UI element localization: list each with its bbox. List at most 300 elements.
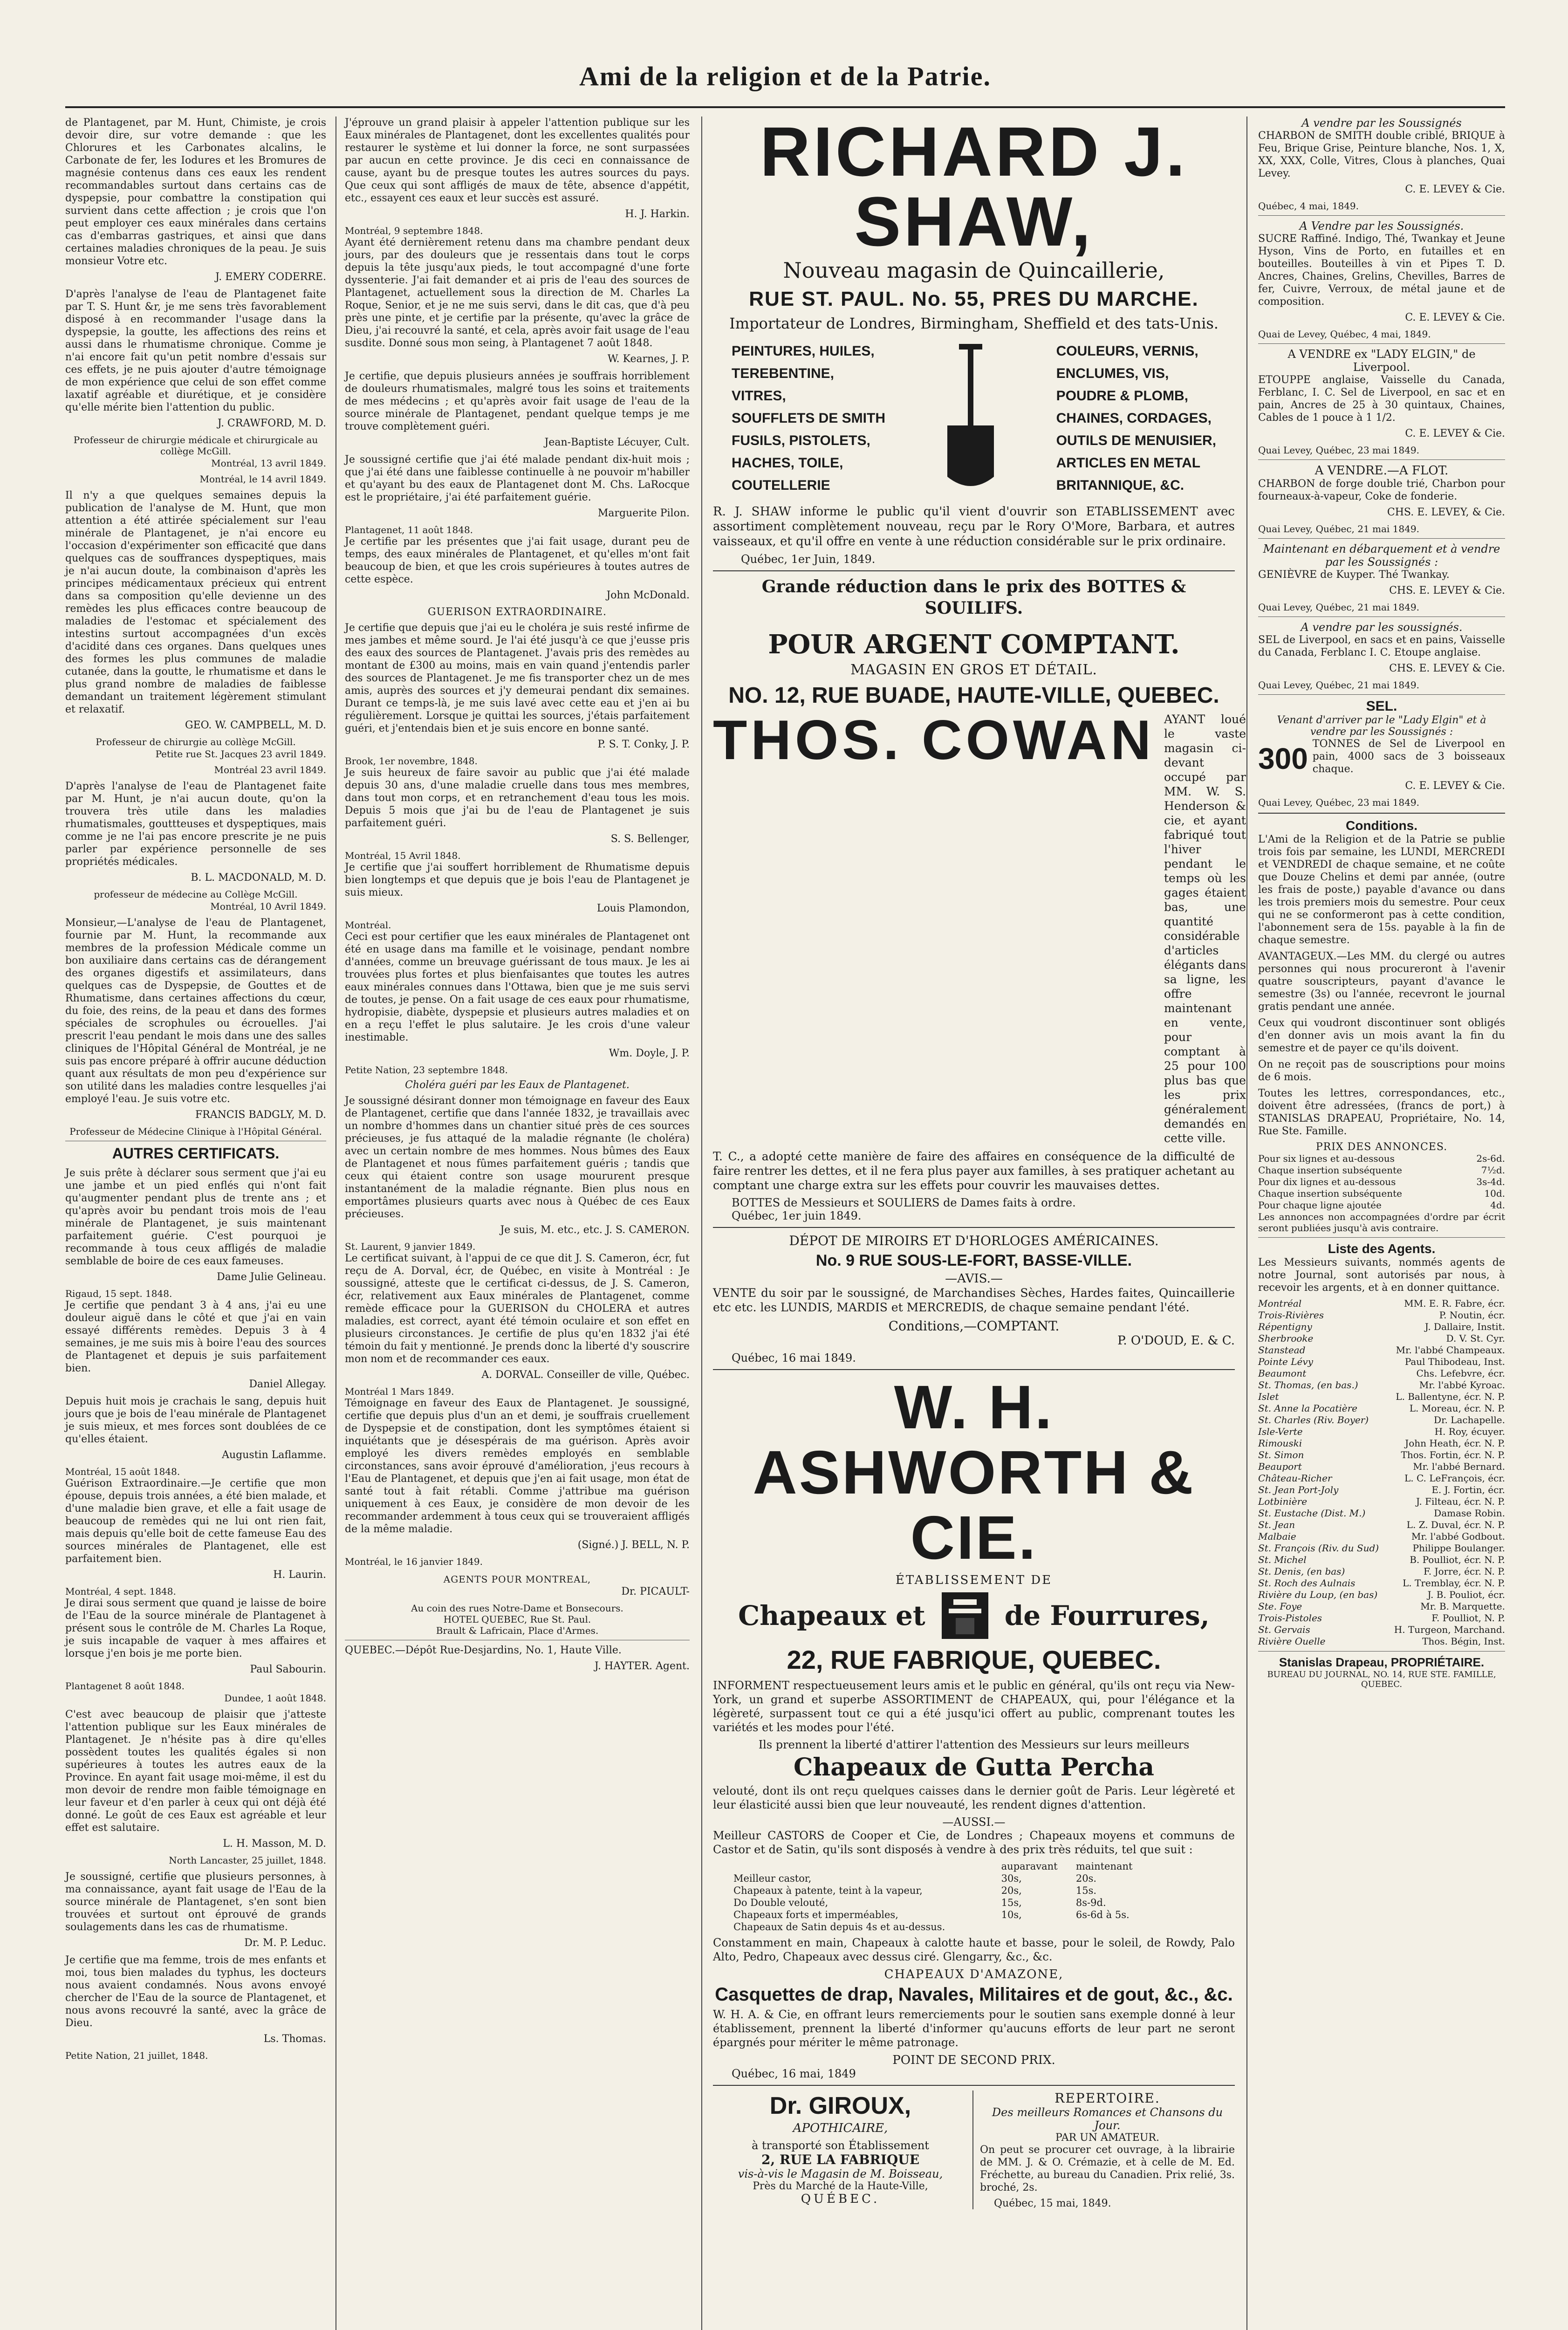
agent-address: Brault & Lafricain, Place d'Armes. (436, 1625, 599, 1636)
agent-place: Stanstead (1258, 1344, 1306, 1356)
ad-signature: CHS. E. LEVEY & Cie. (1389, 663, 1505, 674)
table-cell: 6s-6d à 5s. (1075, 1909, 1130, 1920)
paragraph: Je dirai sous serment que quand je laisse de boire de l'Eau de la source minérale de Plantagenet à présent sous le contrôle de M. Charles La Roque, je suis incapable de vaquer à mes affaires et lorsque j'en bois je me porte bien. (65, 1597, 326, 1659)
list-item (1258, 1356, 1505, 1368)
ad-heading: A vendre par les soussignés. (1301, 621, 1463, 634)
divider (1258, 343, 1505, 344)
agent-place: Sherbrooke (1258, 1333, 1314, 1344)
agent-person: J. B. Pouliot, écr. (1427, 1589, 1505, 1600)
signature: FRANCIS BADGLY, M. D. (195, 1109, 326, 1121)
giroux-city: QUÉBEC. (801, 2192, 880, 2206)
cowan-bottes: BOTTES de Messieurs et SOULIERS de Dames faits à ordre. (732, 1196, 1076, 1209)
divider (1258, 459, 1505, 460)
conditions-heading: Conditions. (1346, 818, 1417, 833)
list-item (1258, 1531, 1505, 1542)
list-item (1258, 1636, 1505, 1647)
agent-place: Beaumont (1258, 1368, 1307, 1379)
agent-place: St. Gervais (1258, 1624, 1310, 1635)
agent-place: St. Simon (1258, 1449, 1304, 1460)
cowan-body: AYANT loué le vaste magasin ci-devant occupé par MM. W. S. Henderson & cie, et ayant fabriqué tout l'hiver pendant le temps où les gages étaient bas, une quantité considérable d'articles élégants dans sa ligne, les offre maintenant en vente, pour comptant à 25 pour 100 plus bas que les prix généralement demandés en cette ville. (1164, 713, 1246, 1145)
ad-body: ETOUPPE anglaise, Vaisselle du Canada, Ferblanc, I. C. Sel de Liverpool, en sac et en pain, Ancres de 25 à 30 quintaux, Chaines, Cables de 1 pouce à 1 1/2. (1258, 374, 1505, 424)
agent-person: Mr. l'abbé Godbout. (1411, 1531, 1505, 1542)
list-item (1258, 1461, 1505, 1473)
sel-heading: SEL. (1366, 699, 1397, 714)
list-item (1258, 1612, 1505, 1624)
agent-person: L. Z. Duval, écr. N. P. (1406, 1519, 1505, 1530)
repertoire-author: PAR UN AMATEUR. (1055, 2132, 1159, 2144)
ad-signature: CHS. E. LEVEY, & Cie. (1387, 507, 1505, 518)
avis-date: Québec, 16 mai 1849. (732, 1351, 856, 1364)
divider (1258, 215, 1505, 216)
table-header-cell (732, 1860, 1000, 1872)
list-item (1258, 1165, 1505, 1176)
signature: John McDonald. (606, 589, 690, 601)
bottom-ads (713, 2090, 1235, 2209)
prix-heading: PRIX DES ANNONCES. (1315, 1141, 1448, 1153)
ashworth-body: INFORMENT respectueusement leurs amis et le public en général, qu'ils ont reçu via New-York, un grand et superbe ASSORTIMENT de CHAPEAUX, qui, pour l'élégance et la légèreté, surpassent tout ce qui a été jusqu'ici offert au public, comprenant toutes les variétés et les modes pour l'été. (713, 1679, 1235, 1734)
repertoire-date: Québec, 15 mai, 1849. (994, 2198, 1111, 2209)
ad-heading: Maintenant en débarquement et à vendre par les Soussignés : (1263, 542, 1500, 569)
sel-body: TONNES de Sel de Liverpool en pain, 4000 sacs de 3 boisseaux chaque. (1312, 738, 1505, 775)
goods-item: ARTICLES EN METAL (1056, 455, 1201, 471)
gutta-heading: Chapeaux de Gutta Percha (794, 1753, 1154, 1782)
paragraph: de Plantagenet, par M. Hunt, Chimiste, je crois devoir dire, sur votre demande : que les Chlorures et les Carbonates alcalins, le Carbonate de fer, les Iodures et les Bromures de magnésie contenus dans ces eaux les rendent recommandables surtout dans certains cas de dyspepsie, pour combattre la constipation qui survient dans cette affection ; je crois que l'on peut employer ces eaux minérales dans certains cas d'embarras gastriques, et ainsi que dans certaines maladies chroniques de la peau. Je suis monsieur Votre etc. (65, 117, 326, 267)
casquettes-heading: Casquettes de drap, Navales, Militaires et de gout, &c., &c. (715, 1984, 1233, 2005)
paragraph: Il n'y a que quelques semaines depuis la publication de l'analyse de M. Hunt, que mon attention a été attirée spécialement sur l'eau minérale de Plantagenet, je n'ai encore eu l'occasion d'expérimenter son efficacité que dans quelques cas de souffrances dyspeptiques, mais je n'ai aucun doute, la combinaison d'après les principes médicamentaux précieux qui entrent dans sa composition qu'elle devienne un des remèdes les plus efficaces contre beaucoup de maladies de l'estomac et spécialement des intestins surtout accompagnées d'un excès d'acidité dans ces organes. Dans quelques unes des formes les plus communes de maladie cutanée, dans la goutte, le rhumatisme et dans le plus grand nombre de maladies de faiblesse demandant un traitement légèrement stimulant et relaxatif. (65, 490, 326, 715)
agent-place: Rivière du Loup, (en bas) (1258, 1589, 1378, 1600)
list-item (1258, 1496, 1505, 1508)
paragraph: D'après l'analyse de l'eau de Plantagenet faite par T. S. Hunt &r, je me sens très favorablement disposé à en recommander l'usage dans la dyspepsie, la goutte, les affections des reins et aussi dans le rhumatisme chronique. Comme je n'ai encore fait qu'un petit nombre d'essais sur ces effets, je ne puis ajouter d'autre témoignage de mon expérience que celui de son effet comme laxatif agréable et diurétique, et je considère qu'elle mérite bien l'attention du public. (65, 288, 326, 413)
list-item (1258, 1379, 1505, 1391)
repertoire-sub: Des meilleurs Romances et Chansons du Jour. (992, 2106, 1223, 2132)
list-item (1258, 1484, 1505, 1496)
list-item (1258, 1391, 1505, 1403)
column-4 (1258, 116, 1505, 2330)
magasin-line: MAGASIN EN GROS ET DÉTAIL. (850, 662, 1097, 678)
list-item (1258, 1566, 1505, 1577)
table-cell: 15s. (1075, 1885, 1097, 1896)
shaw-date: Québec, 1er Juin, 1849. (741, 553, 876, 566)
conditions-text: AVANTAGEUX.—Les MM. du clergé ou autres personnes qui nous procureront à l'avenir quatre souscripteurs, payant d'avance le semestre (3s) ou l'année, recevront le journal gratis pendant une année. (1258, 951, 1505, 1013)
agent-place: St. Jean Port-Joly (1258, 1484, 1339, 1495)
agent-place: Ste. Foye (1258, 1601, 1302, 1612)
ad-date: Quai Levey, Québec, 21 mai 1849. (1258, 679, 1419, 691)
date-line: Montréal. (345, 919, 391, 931)
table-row (732, 1921, 1149, 1933)
agent-person: L. Tremblay, écr. N. P. (1403, 1577, 1505, 1589)
table-row (732, 1897, 1149, 1909)
signature: Augustin Laflamme. (222, 1449, 326, 1461)
signature: S. S. Bellenger, (610, 833, 690, 845)
shaw-subheading: Nouveau magasin de Quincaillerie, (783, 258, 1165, 283)
paragraph: Ayant été dernièrement retenu dans ma chambre pendant deux jours, par des douleurs que je ressentais dans tout le corps depuis la tête jusqu'aux pieds, le tout accompagné d'une forte dyssenterie. J'ai fait demander et ai pris de l'eau des sources de Plantagenet, actuellement sous la direction de M. Charles La Roque, Senior, et je ne me suis servi, dans le dit cas, que d'à peu près une pinte, et je certifie par la présente, qu'avec la grâce de Dieu, j'ai recouvré la santé, et cela, après avoir fait usage de l'eau susdite. Donné sous mon seing, à Plantagenet 7 août 1848. (345, 237, 690, 349)
agents-list (1258, 1298, 1505, 1647)
shaw-body: R. J. SHAW informe le public qu'il vient d'ouvrir son ETABLISSEMENT avec assortiment complètement nouveau, reçu par le Rory O'More, Barbara, et autres vaisseaux, et qu'il offre en vente à une réduction considérable sur le prix ordinaire. (713, 505, 1235, 548)
agent-name: Dr. PICAULT- (621, 1586, 690, 1597)
signature: Dr. M. P. Leduc. (244, 1937, 326, 1949)
signature: Marguerite Pilon. (597, 507, 690, 519)
date-line: Montréal, le 14 avril 1849. (199, 473, 326, 485)
agent-person: E. J. Fortin, écr. (1431, 1484, 1505, 1495)
sel-block (1258, 738, 1505, 779)
paragraph: Je certifie, que depuis plusieurs années je souffrais horriblement de douleurs rhumatismales, malgré tous les soins et traitements de mes médecins ; et qu'après avoir fait usage de l'eau de la source minérale de Plantagenet, pendant quelque temps je me trouve complètement guéri. (345, 370, 690, 432)
section-heading: AUTRES CERTIFICATS. (112, 1145, 280, 1162)
goods-item: ENCLUMES, VIS, (1056, 366, 1169, 381)
ad-date: Quai de Levey, Québec, 4 mai, 1849. (1258, 329, 1431, 340)
signature: Dame Julie Gelineau. (217, 1271, 326, 1283)
date-line: Rigaud, 15 sept. 1848. (65, 1288, 172, 1299)
agent-place: St. Denis, (en bas) (1258, 1566, 1345, 1577)
paragraph: Je soussigné certifie que j'ai été malade pendant dix-huit mois ; que j'ai été dans une faiblesse continuelle à ne pouvoir m'habiller et qu'ayant bu des eaux de Plantagenet dont M. Chs. LaRocque est le propriétaire, j'ai été parfaitement guérie. (345, 454, 690, 503)
agent-place: St. Thomas, (en bas.) (1258, 1379, 1358, 1391)
prix-label: Chaque insertion subséquente (1258, 1165, 1402, 1176)
agents-intro: Les Messieurs suivants, nommés agents de notre Journal, sont autorisés par nous, à recevoir les argents, et à en donner quittance. (1258, 1257, 1505, 1294)
table-cell: Chapeaux à patente, teint à la vapeur, (733, 1885, 923, 1896)
signature: J. EMERY CODERRE. (215, 271, 326, 283)
depot-heading: DÉPOT DE MIROIRS ET D'HORLOGES AMÉRICAINES. (789, 1233, 1159, 1248)
section-heading: GUERISON EXTRAORDINAIRE. (427, 606, 607, 618)
agent-place: St. Roch des Aulnais (1258, 1577, 1356, 1589)
column-3 (713, 112, 1246, 2330)
paragraph: Je soussigné désirant donner mon témoignage en faveur des Eaux de Plantagenet, certifie que dans l'année 1832, je travaillais avec un nombre d'hommes dans un chantier situé près de ces sources précieuses, je fus attaqué de la maladie régnante (le choléra) avec un certain nombre de mes hommes. Nous bûmes des Eaux de Plantagenet et nous fûmes parfaitement guéris ; tandis que ceux qui étaient contre son usage moururent presque instantanément de la maladie régnante. Bien plus nous en emportâmes plusieurs quarts avec nous à Québec de ces Eaux précieuses. (345, 1095, 690, 1220)
paragraph: Je certifie par les présentes que j'ai fait usage, durant peu de temps, des eaux minérales de Plantagenet, et qu'elles m'ont fait beaucoup de bien, et que les crois supérieures à toutes autres de cette espèce. (345, 536, 690, 585)
list-item (1258, 1333, 1505, 1344)
list-item (1258, 1153, 1505, 1165)
second-prix: POINT DE SECOND PRIX. (892, 2053, 1055, 2067)
list-item (1258, 1298, 1505, 1309)
date-line: Montréal, 10 Avril 1849. (210, 901, 326, 912)
table-row (732, 1872, 1149, 1885)
goods-list-left (732, 340, 885, 497)
list-item (1258, 1508, 1505, 1519)
repertoire-ad (973, 2090, 1235, 2209)
table-cell: 20s, (1001, 1885, 1022, 1896)
divider (713, 1227, 1235, 1228)
paragraph: Monsieur,—L'analyse de l'eau de Plantagenet, fournie par M. Hunt, la recommande aux membres de la profession Médicale comme un bon auxiliaire dans certains cas de dérangement des organes digestifs et assimilateurs, dans quelques cas de Dyspepsie, de Gouttes et de Rhumatisme, dans certaines affections du cœur, du foie, des reins, de la peau et dans des formes spéciales de scrophules ou écrouelles. J'ai prescrit l'eau pendant le mois dans une des salles cliniques de l'Hôpital Général de Montréal, je ne suis pas encore préparé à offrir aucune déduction quant aux résultats de mon peu d'expérience sur son utilité dans les maladies contre lesquelles j'ai employé l'eau. Je suis votre etc. (65, 917, 326, 1105)
ad-heading: A VENDRE ex "LADY ELGIN," de Liverpool. (1287, 348, 1476, 374)
prix-label: Chaque insertion subséquente (1258, 1188, 1402, 1199)
date-line: Montréal, le 16 janvier 1849. (345, 1556, 483, 1567)
paragraph: Je suis prête à déclarer sous serment que j'ai eu une jambe et un pied enflés qui n'ont fait qu'augmenter pendant plus de trente ans ; et qu'après avoir bu pendant trois mois de l'eau minérale de Plantagenet, je suis maintenant parfaitement guérie. C'est pourquoi je recommande à tous ceux affligés de maladie semblable de boire de ces eaux fameuses. (65, 1167, 326, 1267)
date-line: Plantagenet 8 août 1848. (65, 1680, 185, 1692)
table-cell: 15s, (1001, 1897, 1022, 1908)
list-item (1258, 1589, 1505, 1601)
ad-heading: A Vendre par les Soussignés. (1299, 219, 1464, 233)
date-line: Montréal, 13 avril 1849. (211, 458, 326, 469)
list-item (1258, 1403, 1505, 1414)
agent-person: D. V. St. Cyr. (1446, 1333, 1505, 1344)
prix-note: Les annonces non accompagnées d'ordre par écrit seront publiées jusqu'à avis contraire. (1258, 1211, 1505, 1234)
list-item (1258, 1188, 1505, 1199)
agent-person: Paul Thibodeau, Inst. (1404, 1356, 1505, 1367)
agent-place: Lotbinière (1258, 1496, 1308, 1507)
goods-item: FUSILS, PISTOLETS, (732, 433, 870, 448)
divider (1258, 538, 1505, 539)
prix-list (1258, 1153, 1505, 1211)
table-cell: 8s-9d. (1075, 1897, 1106, 1908)
agent-person: F. Jorre, écr. N. P. (1423, 1566, 1505, 1577)
agent-person: Mr. B. Marquette. (1420, 1601, 1505, 1612)
depot-line: QUEBEC.—Dépôt Rue-Desjardins, No. 1, Haute Ville. (345, 1645, 622, 1656)
divider (713, 570, 1235, 571)
divider (1258, 813, 1505, 814)
list-item (1258, 1344, 1505, 1356)
list-item (1258, 1473, 1505, 1484)
agent-place: Trois-Rivières (1258, 1309, 1324, 1321)
ashworth-etablissement: ÉTABLISSEMENT DE (895, 1573, 1053, 1587)
paragraph: Je certifie que depuis que j'ai eu le choléra je suis resté infirme de mes jambes et même sourd. Je l'ai été jusqu'à ce que j'eusse pris des eaux des sources de Plantagenet. J'avais pris des remèdes au montant de £300 au moins, mais en vain quand j'entendis parler des sources de Plantagenet. Je me fis transporter chez un de mes amis, auprès des sources et j'y demeurai pendant dix semaines. Durant ce temps-là, je me suis lavé avec cette eau et j'en ai bu régulièrement. Lorsque je quittai les sources, j'étais parfaitement guéri, et j'entendais bien et je suis encore en bonne santé. (345, 622, 690, 734)
ad-body: SUCRE Raffiné. Indigo, Thé, Twankay et Jeune Hyson, Vins de Porto, en futailles et en bouteilles. Bouteilles à vin et Pipes T. D. Ancres, Chaines, Grelins, Chevilles, Barres de fer, Cuivre, Verroux, de métal jaune et de composition. (1258, 233, 1505, 308)
signature: Jean-Baptiste Lécuyer, Cult. (544, 437, 690, 448)
agent-place: St. François (Riv. du Sud) (1258, 1542, 1379, 1554)
divider (1258, 1651, 1505, 1652)
pour-argent-heading: POUR ARGENT COMPTANT. (768, 629, 1180, 660)
fur-emblem-icon (939, 1590, 991, 1641)
list-item (1258, 1577, 1505, 1589)
avis-signature: P. O'DOUD, E. & C. (1117, 1334, 1235, 1348)
signature: GEO. W. CAMPBELL, M. D. (185, 720, 326, 731)
goods-item: BRITANNIQUE, &C. (1056, 478, 1185, 493)
agent-address: HOTEL QUEBEC, Rue St. Paul. (443, 1614, 591, 1625)
goods-item: COULEURS, VERNIS, (1056, 343, 1198, 359)
ad-heading: A VENDRE.—A FLOT. (1315, 464, 1449, 478)
prix-value: 7½d. (1481, 1165, 1505, 1176)
giroux-address: 2, RUE LA FABRIQUE (761, 2152, 920, 2167)
table-header-cell: maintenant (1075, 1861, 1133, 1872)
goods-item: CHAINES, CORDAGES, (1056, 411, 1212, 426)
masthead-rule (65, 106, 1505, 108)
chapeaux-label: Chapeaux et (738, 1600, 925, 1631)
signature: Ls. Thomas. (263, 2033, 326, 2045)
date-line: Montréal, 15 août 1848. (65, 1466, 180, 1477)
title-line: professeur de médecine au Collège McGill. (94, 889, 298, 900)
ad-body: GENIÈVRE de Kuyper. Thé Twankay. (1258, 569, 1450, 581)
ad-body: CHARBON de SMITH double criblé, BRIQUE à Feu, Brique Grise, Peinture blanche, Nos. 1, X, XX, XXX, Colle, Vitres, Clous à planches, Quai Levey. (1258, 130, 1505, 179)
date-line: Montréal 1 Mars 1849. (345, 1386, 454, 1397)
table-cell: 20s. (1075, 1873, 1097, 1884)
agents-heading: Liste des Agents. (1328, 1241, 1436, 1256)
agent-place: Beauport (1258, 1461, 1302, 1472)
paragraph: D'après l'analyse de l'eau de Plantagenet faite par M. Hunt, je n'ai aucun doute, qu'on la trouvera très utile dans les maladies rhumatismales, gouttteuses et dyspeptiques, mais comme je ne l'ai pas encore prescrite je ne puis parler par expérience personnelle de ses propriétés médicales. (65, 781, 326, 868)
agent-person: P. Noutin, écr. (1439, 1309, 1505, 1321)
cowan-body-2: T. C., a adopté cette manière de faire des affaires en conséquence de la difficulté de faire rentrer les dettes, et il ne fera plus payer aux familles, à ses pratiquer achetant au comptant une charge extra sur les effets pour couvrir les mauvaises dettes. (713, 1150, 1235, 1192)
list-item (1258, 1624, 1505, 1636)
ad-signature: C. E. LEVEY & Cie. (1405, 428, 1505, 439)
goods-item: TEREBENTINE, (732, 366, 835, 381)
signature: Paul Sabourin. (250, 1664, 326, 1675)
signature: L. H. Masson, M. D. (223, 1838, 326, 1850)
paragraph: J'éprouve un grand plaisir à appeler l'attention publique sur les Eaux minérales de Plantagenet, dont les excellentes qualités pour restaurer le système et lui donner la force, ne sont surpassées par aucun en cette province. Je dis ceci en connaissance de cause, ayant bu de presque toutes les autres sources du pays. Que ceux qui sont affligés de maux de tête, absence d'appétit, etc., essayent ces eaux et leur succès est assuré. (345, 117, 690, 204)
date-line: Dundee, 1 août 1848. (224, 1693, 326, 1704)
aussi-heading: —AUSSI.— (942, 1816, 1006, 1829)
ad-body: SEL de Liverpool, en sacs et en pains, Vaisselle du Canada, Ferblanc I. C. Etoupe anglaise. (1258, 634, 1505, 658)
fourrures-label: de Fourrures, (1004, 1600, 1210, 1631)
divider (713, 1369, 1235, 1370)
goods-item: OUTILS DE MENUISIER, (1056, 433, 1216, 448)
table-cell (1074, 1921, 1149, 1933)
list-item (1258, 1426, 1505, 1438)
avis-body: VENTE du soir par le soussigné, de Marchandises Sèches, Hardes faites, Quincaillerie etc etc. les LUNDIS, MARDIS et MERCREDIS, de chaque semaine pendant l'été. (713, 1286, 1235, 1314)
prix-label: Pour chaque ligne ajoutée (1258, 1199, 1382, 1211)
agent-person: Chs. Lefebvre, écr. (1416, 1368, 1505, 1379)
agent-person: Thos. Bégin, Inst. (1422, 1636, 1505, 1647)
signature: Daniel Allegay. (249, 1378, 326, 1390)
giroux-title: APOTHICAIRE, (793, 2121, 888, 2135)
signature: (Signé.) J. BELL, N. P. (577, 1539, 690, 1551)
goods-item: POUDRE & PLOMB, (1056, 388, 1188, 404)
avis-conditions: Conditions,—COMPTANT. (888, 1318, 1060, 1334)
agent-person: Damase Robin. (1434, 1508, 1505, 1519)
chapeaux-line (713, 1590, 1235, 1641)
agent-person: F. Poulliot, N. P. (1431, 1612, 1505, 1624)
ad-date: Quai Levey, Québec, 23 mai 1849. (1258, 445, 1419, 456)
title-line: Professeur de chirurgie médicale et chirurgicale au collège McGill. (73, 434, 318, 457)
sel-quantity: 300 (1258, 741, 1308, 775)
signature: W. Kearnes, J. P. (607, 353, 690, 365)
column-1 (65, 116, 326, 2330)
list-item (1258, 1368, 1505, 1379)
ad-signature: C. E. LEVEY & Cie. (1405, 184, 1505, 195)
giroux-heading: Dr. GIROUX, (769, 2092, 911, 2119)
ad-heading: A vendre par les Soussignés (1301, 116, 1462, 130)
column-rule (1246, 116, 1247, 2330)
paragraph: C'est avec beaucoup de plaisir que j'atteste l'attention publique sur les Eaux minérales de Plantagenet. Je n'hésite pas à dire qu'elles possèdent toutes les qualités égales si non supérieures à toutes les autres eaux de la Province. En ayant fait usage moi-même, il est du mon devoir de rendre mon faible témoignage en leur faveur et d'en parler à ceux qui ont déjà été donné. Le goût de ces Eaux est agréable et leur effet est salutaire. (65, 1709, 326, 1834)
prix-value: 10d. (1484, 1188, 1505, 1199)
agent-person: L. Ballentyne, écr. N. P. (1396, 1391, 1505, 1402)
list-item (1258, 1414, 1505, 1426)
date-line: Petite Nation, 23 septembre 1848. (345, 1064, 508, 1076)
depot-address: No. 9 RUE SOUS-LE-FORT, BASSE-VILLE. (815, 1252, 1132, 1269)
agent-place: Montréal (1258, 1298, 1302, 1309)
column-rule (701, 116, 702, 2330)
list-item (1258, 1519, 1505, 1531)
giroux-line: vis-à-vis le Magasin de M. Boisseau, (738, 2167, 943, 2180)
column-2 (345, 116, 690, 2330)
ad-date: Quai Levey, Québec, 21 mai 1849. (1258, 602, 1419, 613)
agent-person: J. Dallaire, Instit. (1424, 1321, 1505, 1332)
gutta-body: velouté, dont ils ont reçu quelques caisses dans le dernier goût de Paris. Leur légèreté et leur élasticité aussi bien que leur nouveauté, les rendent dignes d'attention. (713, 1784, 1235, 1811)
signature: Je suis, M. etc., etc. J. S. CAMERON. (500, 1224, 690, 1236)
table-header-cell: auparavant (1001, 1861, 1058, 1872)
newspaper-page (65, 42, 1505, 2330)
proprietor: Stanislas Drapeau, PROPRIÉTAIRE. (1279, 1655, 1485, 1669)
date-line: Brook, 1er novembre, 1848. (345, 755, 478, 767)
ad-signature: CHS. E. LEVEY & Cie. (1389, 585, 1505, 596)
goods-list-right (1056, 340, 1216, 497)
date-line: Montréal 23 avril 1849. (214, 764, 326, 775)
agent-person: L. C. LeFrançois, écr. (1404, 1473, 1505, 1484)
title-line: Professeur de chirurgie au collège McGill. (96, 736, 296, 747)
ashworth-body-4: W. H. A. & Cie, en offrant leurs remerciements pour le soutien sans exemple donné à leur établissement, prennent la liberté d'informer qu'aucuns efforts de leur part ne seront épargnés pour mériter le même patronage. (713, 2008, 1235, 2049)
prix-value: 3s-4d. (1476, 1176, 1505, 1187)
signature: A. DORVAL. Conseiller de ville, Québec. (481, 1369, 690, 1381)
list-item (1258, 1554, 1505, 1566)
agent-place: St. Eustache (Dist. M.) (1258, 1508, 1366, 1519)
list-item (1258, 1321, 1505, 1333)
list-item (1258, 1199, 1505, 1211)
amazone-heading: CHAPEAUX D'AMAZONE, (884, 1967, 1064, 1981)
agent-place: Rimouski (1258, 1438, 1302, 1449)
cowan-address: NO. 12, RUE BUADE, HAUTE-VILLE, QUEBEC. (728, 683, 1219, 708)
giroux-line: Près du Marché de la Haute-Ville, (753, 2180, 928, 2192)
paragraph: Je certifie que pendant 3 à 4 ans, j'ai eu une douleur aiguë dans le côté et que j'ai en vain essayé différents remèdes. Depuis 3 à 4 semaines, je me suis mis à boire l'eau des sources de Plantagenet et depuis je suis parfaitement bien. (65, 1300, 326, 1374)
paragraph: Le certificat suivant, à l'appui de ce que dit J. S. Cameron, écr, fut reçu de A. Dorval, écr, de Québec, en visite à Montréal : Je soussigné, atteste que le certificat ci-dessus, de J. S. Cameron, écr, relativement aux Eaux minérales de Plantagenet, comme remède efficace pour la GUERISON du CHOLERA et autres maladies, est correct, ayant été témoin oculaire et son effet en plusieurs circonstances. Je certifie de plus qu'en 1832 j'ai été témoin du fait y mentionné. Je prends donc la liberté d'y souscrire mon nom et de recommander ces eaux. (345, 1253, 690, 1365)
agent-place: St. Charles (Riv. Boyer) (1258, 1414, 1369, 1425)
repertoire-body: On peut se procurer cet ouvrage, à la librairie de MM. J. & O. Crémazie, et à celle de M. Ed. Fréchette, au bureau du Canadien. Prix relié, 3s. broché, 2s. (980, 2144, 1235, 2193)
agent-person: Thos. Fortin, écr. N. P. (1401, 1449, 1505, 1460)
agent-place: Château-Richer (1258, 1473, 1332, 1484)
signature: H. Laurin. (273, 1569, 326, 1581)
goods-item: HACHES, TOILE, (732, 455, 843, 471)
ashworth-body-3: Constamment en main, Chapeaux à calotte haute et basse, pour le soleil, de Rowdy, Palo Alto, Pedro, Chapeaux avec dessus ciré. Glengarry, &c., &c. (713, 1936, 1235, 1963)
signature: Wm. Doyle, J. P. (609, 1048, 690, 1059)
agents-heading: AGENTS POUR MONTREAL, (443, 1574, 591, 1585)
ad-date: Quai Levey, Québec, 21 mai 1849. (1258, 523, 1419, 535)
agent-person: John Heath, écr. N. P. (1405, 1438, 1505, 1449)
shovel-icon (933, 342, 1008, 495)
agent-person: Mr. l'abbé Bernard. (1413, 1461, 1505, 1472)
agent-person: H. Roy, écuyer. (1434, 1426, 1505, 1437)
goods-item: PEINTURES, HUILES, (732, 343, 875, 359)
table-header-row (732, 1860, 1149, 1872)
divider (713, 2085, 1235, 2086)
agent-person: Dr. Lachapelle. (1434, 1414, 1505, 1425)
shaw-importer: Importateur de Londres, Birmingham, Sheffield et des tats-Unis. (729, 315, 1219, 332)
repertoire-heading: REPERTOIRE. (1054, 2090, 1160, 2106)
list-item (1258, 1176, 1505, 1188)
cowan-block (713, 709, 1246, 1149)
conditions-text: Ceux qui voudront discontinuer sont obligés d'en donner avis un mois avant la fin du semestre et de payer ce qu'ils doivent. (1258, 1017, 1505, 1054)
paragraph: Je suis heureux de faire savoir au public que j'ai été malade depuis 30 ans, d'une maladie cruelle dans tous mes membres, dans tout mon corps, et en retranchement d'eau tous les mois. Depuis 5 mois que j'ai bu de l'eau de Plantagenet je suis parfaitement guéri. (345, 767, 690, 829)
shaw-address: RUE ST. PAUL. No. 55, PRES DU MARCHE. (749, 288, 1199, 310)
conditions-text: Toutes les lettres, correspondances, etc., doivent être adressées, (francs de port,) à STANISLAS DRAPEAU, Propriétaire, No. 14, Rue Ste. Famille. (1258, 1088, 1505, 1137)
agent-person: Mr. l'abbé Champeaux. (1396, 1344, 1505, 1356)
goods-item: SOUFFLETS DE SMITH (732, 411, 885, 426)
conditions-text: L'Ami de la Religion et de la Patrie se publie trois fois par semaine, les LUNDI, MERCREDI et VENDREDI de chaque semaine, et ne coûte que Douze Chelins et demi par année, (outre les frais de poste,) payable d'avance ou dans les trois premiers mois du semestre. Pour ceux qui ne se conformeront pas à cette condition, l'abonnement sera de 15s. payable à la fin de chaque semestre. (1258, 834, 1505, 946)
section-heading: Choléra guéri par les Eaux de Plantagenet. (405, 1079, 630, 1091)
shaw-goods (732, 340, 1216, 497)
goods-item: COUTELLERIE (732, 478, 830, 493)
ashworth-body-2: Ils prennent la liberté d'attirer l'attention des Messieurs sur leurs meilleurs (758, 1738, 1190, 1751)
table-row (732, 1885, 1149, 1897)
list-item (1258, 1309, 1505, 1321)
castors-body: Meilleur CASTORS de Cooper et Cie, de Londres ; Chapeaux moyens et communs de Castor et de Satin, qu'ils sont disposés à vendre à des prix très réduits, tel que suit : (713, 1829, 1235, 1856)
agent-place: Pointe Lévy (1258, 1356, 1313, 1367)
cowan-heading: THOS. COWAN (713, 709, 1155, 771)
prix-label: Pour six lignes et au-dessous (1258, 1153, 1395, 1164)
agent-person: B. Poulliot, écr. N. P. (1410, 1554, 1505, 1565)
agent-place: Isle-Verte (1258, 1426, 1303, 1437)
list-item (1258, 1542, 1505, 1554)
prix-label: Pour dix lignes et au-dessous (1258, 1176, 1396, 1187)
signature: P. S. T. Conky, J. P. (597, 739, 690, 750)
giroux-ad (713, 2090, 973, 2209)
signature: H. J. Harkin. (625, 208, 690, 220)
date-line: North Lancaster, 25 juillet, 1848. (169, 1855, 326, 1866)
table-row (732, 1909, 1149, 1921)
table-cell: 30s, (1001, 1873, 1022, 1884)
list-item (1258, 1601, 1505, 1612)
agent-place: Rivière Ouelle (1258, 1636, 1326, 1647)
agent-place: Répentigny (1258, 1321, 1312, 1332)
ad-body: CHARBON de forge double trié, Charbon pour fourneaux-à-vapeur, Coke de fonderie. (1258, 478, 1505, 502)
agent-place: St. Anne la Pocatière (1258, 1403, 1358, 1414)
table-cell: Chapeaux forts et imperméables, (733, 1909, 898, 1920)
list-item (1258, 1438, 1505, 1449)
divider (1258, 694, 1505, 695)
paragraph: Ceci est pour certifier que les eaux minérales de Plantagenet ont été en usage dans ma famille et le voisinage, pendant nombre d'années, comme un breuvage guérissant de tous maux. Je les ai trouvées plus fortes et plus bienfaisantes que toutes les autres eaux minérales connues dans l'Ottawa, bien que je me suis servi de toutes, je pense. On a fait usage de ces eaux pour rhumatisme, hydropisie, diabète, dyspepsie et plusieurs autres maladies et on en a reçu l'effet le plus salutaire. Je les crois d'une valeur inestimable. (345, 931, 690, 1043)
date-line: St. Laurent, 9 janvier 1849. (345, 1241, 476, 1252)
